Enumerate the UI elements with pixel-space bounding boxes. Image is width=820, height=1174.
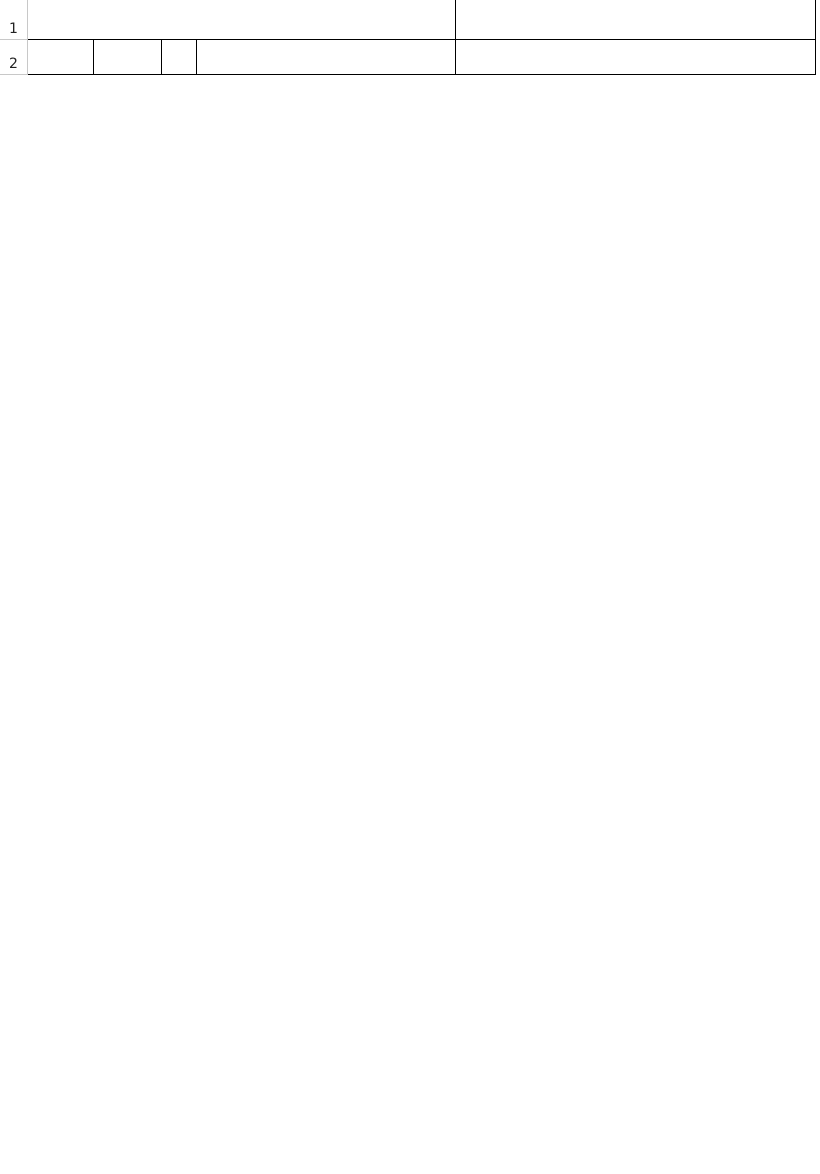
header-end-time[interactable] — [94, 40, 162, 75]
header-start-time[interactable] — [28, 40, 94, 75]
title-row — [0, 0, 820, 40]
header-duration[interactable] — [162, 40, 197, 75]
header-person[interactable] — [456, 40, 816, 75]
title-empty-cell[interactable] — [456, 0, 816, 40]
header-row — [0, 40, 820, 75]
sheet-title[interactable] — [28, 0, 456, 40]
row-number: 1 — [0, 0, 28, 40]
header-content[interactable] — [197, 40, 456, 75]
row-number: 2 — [0, 40, 28, 75]
